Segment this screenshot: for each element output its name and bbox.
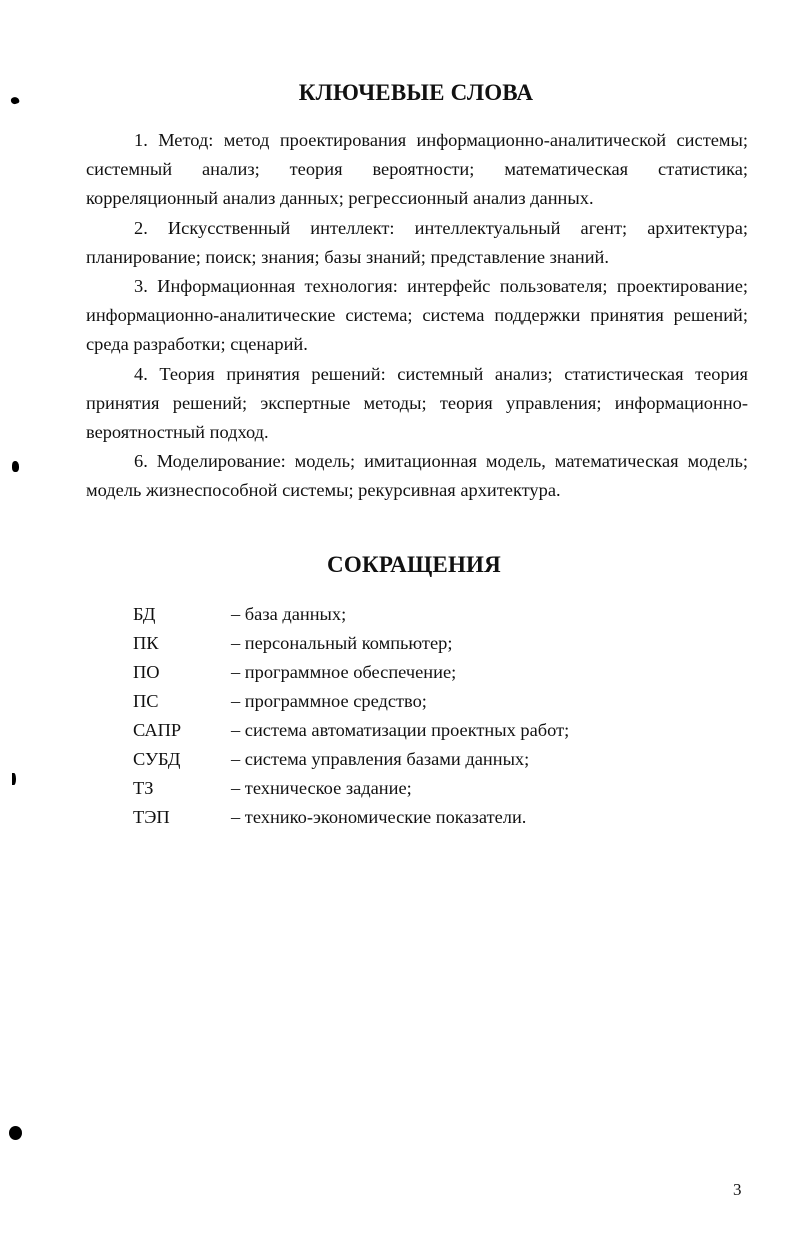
page-number: 3 [733,1180,742,1199]
abbreviation-row [133,658,693,687]
abbreviation-row [133,774,693,803]
abbreviations-list [133,600,693,832]
scan-hole-mark [12,773,16,785]
keyword-item: 3. Информационная технология: интерфейс пользователя; проектирование; информационно-аналитические система; система поддержки принятия решений; среда разработки; сценарий. [86,276,748,355]
abbreviation-row [133,600,693,629]
abbreviation-definition: – база данных; [231,604,347,624]
keyword-item: 1. Метод: метод проектирования информационно-аналитической системы; системный анализ; теория вероятности; математическая статистика; корреляционный анализ данных; регрессионный анализ данных. [86,130,748,209]
keyword-item: 2. Искусственный интеллект: интеллектуальный агент; архитектура; планирование; поиск; знания; базы знаний; представление знаний. [86,217,748,267]
abbreviation-definition: – система управления базами данных; [231,749,530,769]
abbreviation-term: ПС [133,691,159,711]
scan-hole-mark [9,1126,22,1140]
abbreviation-term: ПО [133,662,160,682]
abbreviation-definition: – система автоматизации проектных работ; [231,720,570,740]
keyword-item: 4. Теория принятия решений: системный анализ; статистическая теория принятия решений; экспертные методы; теория управления; информационно-вероятностный подход. [86,363,748,443]
keywords-list [86,126,748,506]
abbreviation-term: САПР [133,720,182,740]
abbreviation-row [133,687,693,716]
abbreviation-term: ПК [133,633,159,653]
keyword-item: 6. Моделирование: модель; имитационная модель, математическая модель; модель жизнеспособной системы; рекурсивная архитектура. [86,451,748,501]
abbreviation-term: ТЭП [133,807,170,827]
abbreviations-heading: СОКРАЩЕНИЯ [327,552,501,577]
abbreviation-definition: – программное средство; [231,691,427,711]
abbreviation-definition: – персональный компьютер; [231,633,453,653]
keywords-heading: КЛЮЧЕВЫЕ СЛОВА [298,80,534,105]
abbreviation-term: СУБД [133,749,181,769]
abbreviation-term: БД [133,604,156,624]
abbreviation-row [133,745,693,774]
abbreviation-term: ТЗ [133,778,154,798]
abbreviation-row [133,716,693,745]
abbreviation-row [133,803,693,832]
scan-hole-mark [12,461,19,472]
abbreviation-definition: – технико-экономические показатели. [231,807,527,827]
abbreviation-definition: – техническое задание; [231,778,412,798]
abbreviation-definition: – программное обеспечение; [231,662,457,682]
abbreviation-row [133,629,693,658]
